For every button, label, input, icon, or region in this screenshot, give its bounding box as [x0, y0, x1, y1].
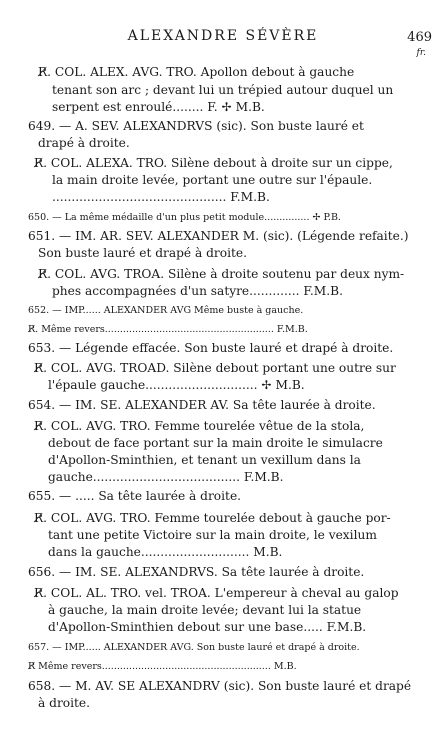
- catalogue-line: R̸. COL. AL. TRO. vel. TROA. L'empereur à cheval au galop: [34, 586, 399, 600]
- catalogue-line: phes accompagnées d'un satyre............. F.M.B.: [52, 284, 343, 298]
- catalogue-line: 654. — IM. SE. ALEXANDER AV. Sa tête laurée à droite.: [28, 398, 376, 412]
- catalogue-line: 649. — A. SEV. ALEXANDRVS (sic). Son buste lauré et: [28, 119, 364, 133]
- catalogue-line: 655. — ..... Sa tête laurée à droite.: [28, 489, 242, 503]
- catalogue-line: gauche...................................... F.M.B.: [48, 470, 284, 484]
- catalogue-line: R̸. COL. AVG. TROA. Silène à droite soutenu par deux nym-: [38, 267, 405, 281]
- catalogue-line: R̸. Même revers........................................................ F.M.B.: [28, 324, 308, 335]
- page-number: 469: [407, 30, 432, 45]
- catalogue-line: R̸. COL. AVG. TROAD. Silène debout portant une outre sur: [34, 361, 396, 375]
- running-head-title: ALEXANDRE SÉVÈRE: [127, 28, 319, 44]
- corner-annotation: fr.: [416, 48, 426, 58]
- catalogue-line: 657. — IMP...... ALEXANDER AVG. Son buste lauré et drapé à droite.: [28, 642, 360, 653]
- catalogue-line: 658. — M. AV. SE ALEXANDRV (sic). Son buste lauré et drapé: [28, 679, 412, 693]
- catalogue-line: 652. — IMP...... ALEXANDER AVG Même buste à gauche.: [28, 305, 304, 316]
- catalogue-line: R̸. COL. ALEXA. TRO. Silène debout à droite sur un cippe,: [34, 156, 393, 170]
- catalogue-line: 650. — La même médaille d'un plus petit module............... ✢ P.B.: [28, 212, 341, 223]
- catalogue-line: à droite.: [38, 696, 90, 710]
- catalogue-line: ............................................. F.M.B.: [52, 190, 270, 204]
- catalogue-line: d'Apollon-Sminthien, et tenant un vexillum dans la: [48, 453, 361, 467]
- catalogue-line: debout de face portant sur la main droite le simulacre: [48, 436, 383, 450]
- catalogue-line: 656. — IM. SE. ALEXANDRVS. Sa tête laurée à droite.: [28, 565, 365, 579]
- catalogue-line: 651. — IM. AR. SEV. ALEXANDER M. (sic). (Légende refaite.): [28, 229, 409, 243]
- catalogue-line: à gauche, la main droite levée; devant lui la statue: [48, 603, 362, 617]
- catalogue-line: 653. — Légende effacée. Son buste lauré et drapé à droite.: [28, 341, 394, 355]
- catalogue-line: drapé à droite.: [38, 136, 130, 150]
- catalogue-line: R̸ Même revers........................................................ M.B.: [28, 661, 297, 672]
- catalogue-line: l'épaule gauche............................. ✢ M.B.: [48, 378, 305, 392]
- catalogue-line: R̸. COL. ALEX. AVG. TRO. Apollon debout à gauche: [38, 65, 355, 79]
- catalogue-line: R̸. COL. AVG. TRO. Femme tourelée vêtue de la stola,: [34, 419, 365, 433]
- catalogue-line: tenant son arc ; devant lui un trépied autour duquel un: [52, 83, 394, 97]
- catalogue-line: Son buste lauré et drapé à droite.: [38, 246, 247, 260]
- catalogue-line: dans la gauche............................ M.B.: [48, 545, 283, 559]
- catalogue-line: d'Apollon-Sminthien debout sur une base..... F.M.B.: [48, 620, 367, 634]
- catalogue-line: R̸. COL. AVG. TRO. Femme tourelée debout à gauche por-: [34, 511, 391, 525]
- catalogue-line: la main droite levée, portant une outre sur l'épaule.: [52, 173, 373, 187]
- catalogue-line: tant une petite Victoire sur la main droite, le vexilum: [48, 528, 377, 542]
- catalogue-line: serpent est enroulé........ F. ✢ M.B.: [52, 100, 265, 114]
